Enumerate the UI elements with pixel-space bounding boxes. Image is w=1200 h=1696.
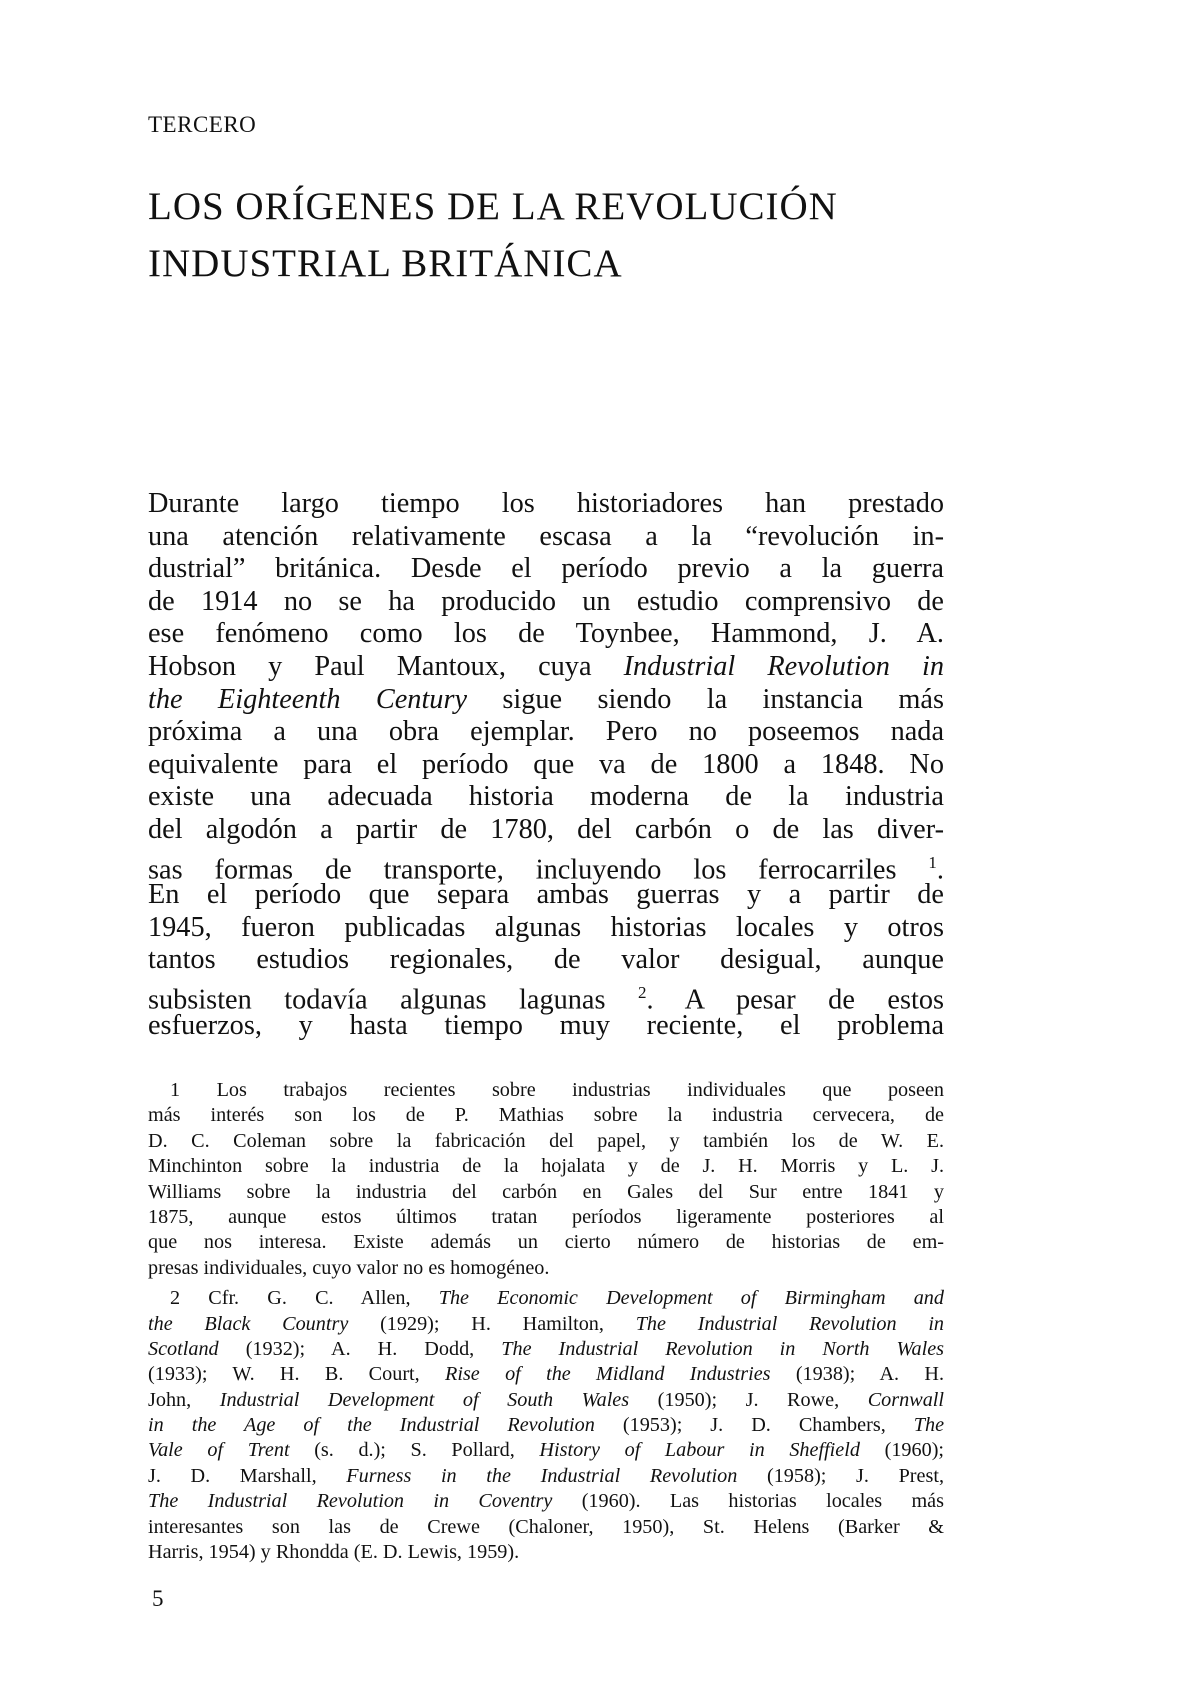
footnote-line <box>148 1464 944 1489</box>
footnote-2 <box>148 1286 944 1565</box>
body-line <box>148 684 944 717</box>
body-line: dustrial” británica. Desde el período previo a la guerra <box>148 553 944 585</box>
footnote-line: presas individuales, cuyo valor no es homogéneo. <box>148 1256 550 1279</box>
footnote-line <box>148 1362 944 1387</box>
citation-title: in the Age of the Industrial Revolution <box>148 1414 595 1437</box>
body-text-run: . A pesar de estos <box>646 984 945 1016</box>
citation-title: Industrial Development of South Wales <box>219 1388 630 1411</box>
footnote-line: 1 Los trabajos recientes sobre industrias individuales que poseen <box>170 1079 944 1101</box>
citation-text: (s. d.); S. Pollard, <box>314 1439 515 1462</box>
citation-title: the Black Country <box>148 1312 349 1335</box>
footnotes <box>148 1078 944 1565</box>
citation-text: (1933); W. H. B. Court, <box>148 1363 420 1386</box>
footnote-line <box>148 1489 944 1514</box>
footnote-ref-1[interactable]: 1 <box>928 852 937 872</box>
citation-title: The Industrial Revolution in North Wales <box>501 1337 945 1360</box>
body-line: próxima a una obra ejemplar. Pero no poseemos nada <box>148 716 944 748</box>
body-line <box>148 651 944 684</box>
citation-text: 2 Cfr. G. C. Allen, <box>170 1287 411 1310</box>
footnote-line <box>148 1438 944 1463</box>
citation-text: (1953); J. D. Chambers, <box>622 1414 886 1437</box>
footnote-line: interesantes son las de Crewe (Chaloner, 1950), St. Helens (Barker & <box>148 1515 944 1538</box>
body-line: una atención relativamente escasa a la “revolución in- <box>148 520 944 552</box>
citation-title: Rise of the Midland Industries <box>445 1363 771 1386</box>
body-line: esfuerzos, y hasta tiempo muy reciente, el problema <box>148 1009 944 1041</box>
body-line: de 1914 no se ha producido un estudio comprensivo de <box>148 585 944 617</box>
footnote-line: Minchinton sobre la industria de la hojalata y de J. H. Morris y L. J. <box>148 1155 944 1178</box>
citation-text: J. D. Marshall, <box>148 1464 317 1487</box>
body-line: existe una adecuada historia moderna de la industria <box>148 781 944 813</box>
footnote-line: Williams sobre la industria del carbón en Gales del Sur entre 1841 y <box>148 1180 944 1203</box>
footnote-ref-2[interactable]: 2 <box>638 982 647 1002</box>
body-text-run: sas formas de transporte, incluyendo los ferrocarriles <box>148 853 897 885</box>
citation-title: Cornwall <box>867 1388 945 1411</box>
citation-title: Vale of Trent <box>148 1439 290 1462</box>
chapter-title-line-2: INDUSTRIAL BRITÁNICA <box>148 242 623 285</box>
citation-text: John, <box>148 1388 192 1411</box>
citation-title: The <box>913 1414 945 1437</box>
citation-text: (1929); H. Hamilton, <box>380 1312 604 1335</box>
body-line <box>148 977 945 1016</box>
citation-title: History of Labour in Sheffield <box>539 1439 860 1462</box>
citation-text: (1958); J. Prest, <box>766 1464 944 1487</box>
body-text-run: Hobson y Paul Mantoux, cuya <box>148 650 592 682</box>
footnote-line: Harris, 1954) y Rhondda (E. D. Lewis, 1959). <box>148 1541 520 1564</box>
chapter-title <box>148 178 1008 292</box>
citation-title: Scotland <box>148 1337 219 1360</box>
citation-title: The Industrial Revolution in <box>635 1312 945 1335</box>
citation-text: (1960); <box>884 1439 945 1462</box>
footnote-line <box>148 1312 944 1337</box>
citation-text: (1960). Las historias locales más <box>581 1490 944 1513</box>
chapter-title-line-1: LOS ORÍGENES DE LA REVOLUCIÓN <box>148 185 838 228</box>
footnote-line: 1875, aunque estos últimos tratan períodos ligeramente posteriores al <box>148 1205 944 1228</box>
citation-title: The Industrial Revolution in Coventry <box>148 1490 553 1513</box>
book-title: Industrial Revolution in <box>623 650 944 682</box>
body-line: En el período que separa ambas guerras y a partir de <box>148 879 944 911</box>
body-line: sas formas de transporte, incluyendo los ferrocarriles $^1$. <box>148 852 944 885</box>
footnote-line <box>148 1388 944 1413</box>
body-text-run: subsisten todavía algunas lagunas <box>148 984 606 1016</box>
footnote-line: que nos interesa. Existe además un cierto número de historias de em- <box>148 1231 944 1254</box>
body-line: del algodón a partir de 1780, del carbón o de las diver- <box>148 813 944 845</box>
body-line: 1945, fueron publicadas algunas historias locales y otros <box>148 911 944 943</box>
citation-text: (1950); J. Rowe, <box>657 1388 840 1411</box>
footnote-line <box>148 1413 944 1438</box>
book-title: the Eighteenth Century <box>148 683 468 715</box>
footnote-1 <box>148 1078 944 1281</box>
body-line: equivalente para el período que va de 1800 a 1848. No <box>148 748 944 780</box>
body-line: tantos estudios regionales, de valor desigual, aunque <box>148 944 944 976</box>
citation-title: The Economic Development of Birmingham and <box>438 1287 944 1310</box>
body-paragraph <box>148 488 944 1042</box>
footnote-line: más interés son los de P. Mathias sobre la industria cervecera, de <box>148 1104 944 1127</box>
citation-title: Furness in the Industrial Revolution <box>346 1464 738 1487</box>
citation-text: (1938); A. H. <box>795 1363 945 1386</box>
footnote-line <box>148 1337 944 1362</box>
footnote-line <box>148 1286 944 1311</box>
citation-text: (1932); A. H. Dodd, <box>245 1337 475 1360</box>
body-text-run: sigue siendo la instancia más <box>502 683 944 715</box>
body-line: Durante largo tiempo los historiadores han prestado <box>148 488 944 519</box>
page-number: 5 <box>152 1586 164 1611</box>
body-line: ese fenómeno como los de Toynbee, Hammond, J. A. <box>148 618 944 650</box>
footnote-line: D. C. Coleman sobre la fabricación del papel, y también los de W. E. <box>148 1129 944 1152</box>
chapter-label: TERCERO <box>148 112 257 137</box>
